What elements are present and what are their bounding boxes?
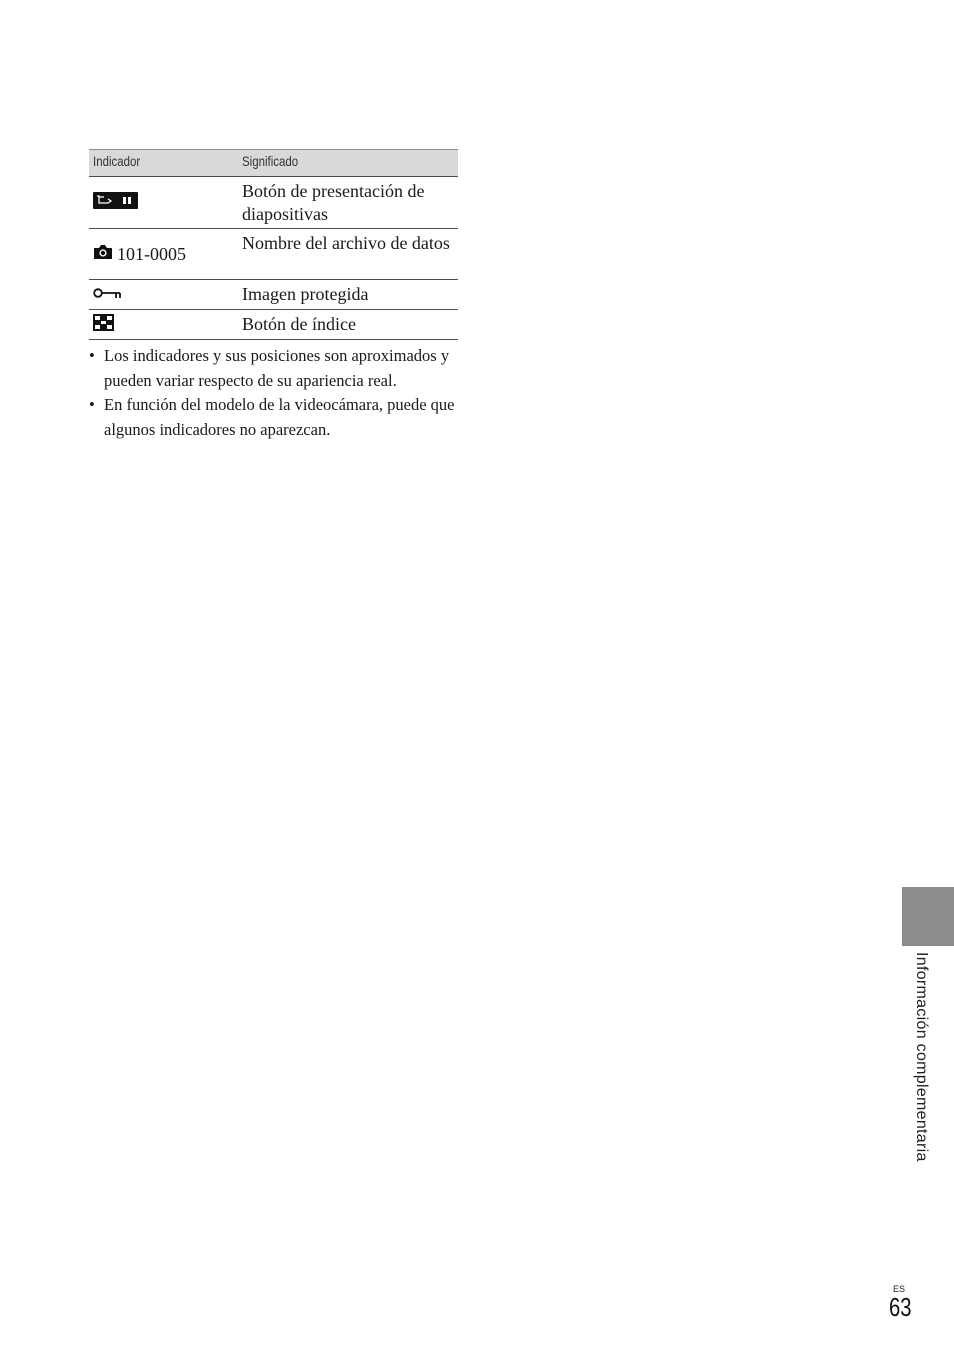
index-grid-icon xyxy=(93,314,114,336)
table-row xyxy=(89,229,458,280)
table-header xyxy=(89,149,458,177)
meaning-cell: Nombre del archivo de datos xyxy=(242,233,450,253)
header-meaning: Significado xyxy=(242,153,299,169)
indicator-cell xyxy=(93,177,138,228)
section-label: Información complementaria xyxy=(913,952,930,1162)
table-row xyxy=(89,177,458,229)
indicator-cell xyxy=(93,229,186,279)
file-number: 101-0005 xyxy=(117,243,186,264)
section-tab xyxy=(902,887,954,946)
meaning-cell: Botón de índice xyxy=(242,314,356,334)
page-number: 63 xyxy=(889,1292,912,1322)
table-row xyxy=(89,280,458,310)
table-row xyxy=(89,310,458,340)
protect-key-icon xyxy=(93,286,121,304)
notes-list xyxy=(89,344,458,442)
language-code: ES xyxy=(893,1284,906,1294)
bullet-icon: • xyxy=(89,346,95,365)
bullet-icon: • xyxy=(89,395,95,414)
note-item: • En función del modelo de la videocámara, puede que algunos indicadores no aparezcan. xyxy=(89,395,455,439)
note-item: • Los indicadores y sus posiciones son aproximados y pueden variar respecto de su apariencia real. xyxy=(89,346,450,390)
indicator-cell xyxy=(93,310,114,339)
slideshow-pause-icon xyxy=(93,192,138,214)
meaning-cell: Botón de presentación de diapositivas xyxy=(242,181,425,224)
header-indicator: Indicador xyxy=(93,153,141,169)
indicator-cell xyxy=(93,280,121,309)
indicator-table xyxy=(89,149,458,340)
meaning-cell: Imagen protegida xyxy=(242,284,369,304)
camera-icon xyxy=(93,244,113,265)
